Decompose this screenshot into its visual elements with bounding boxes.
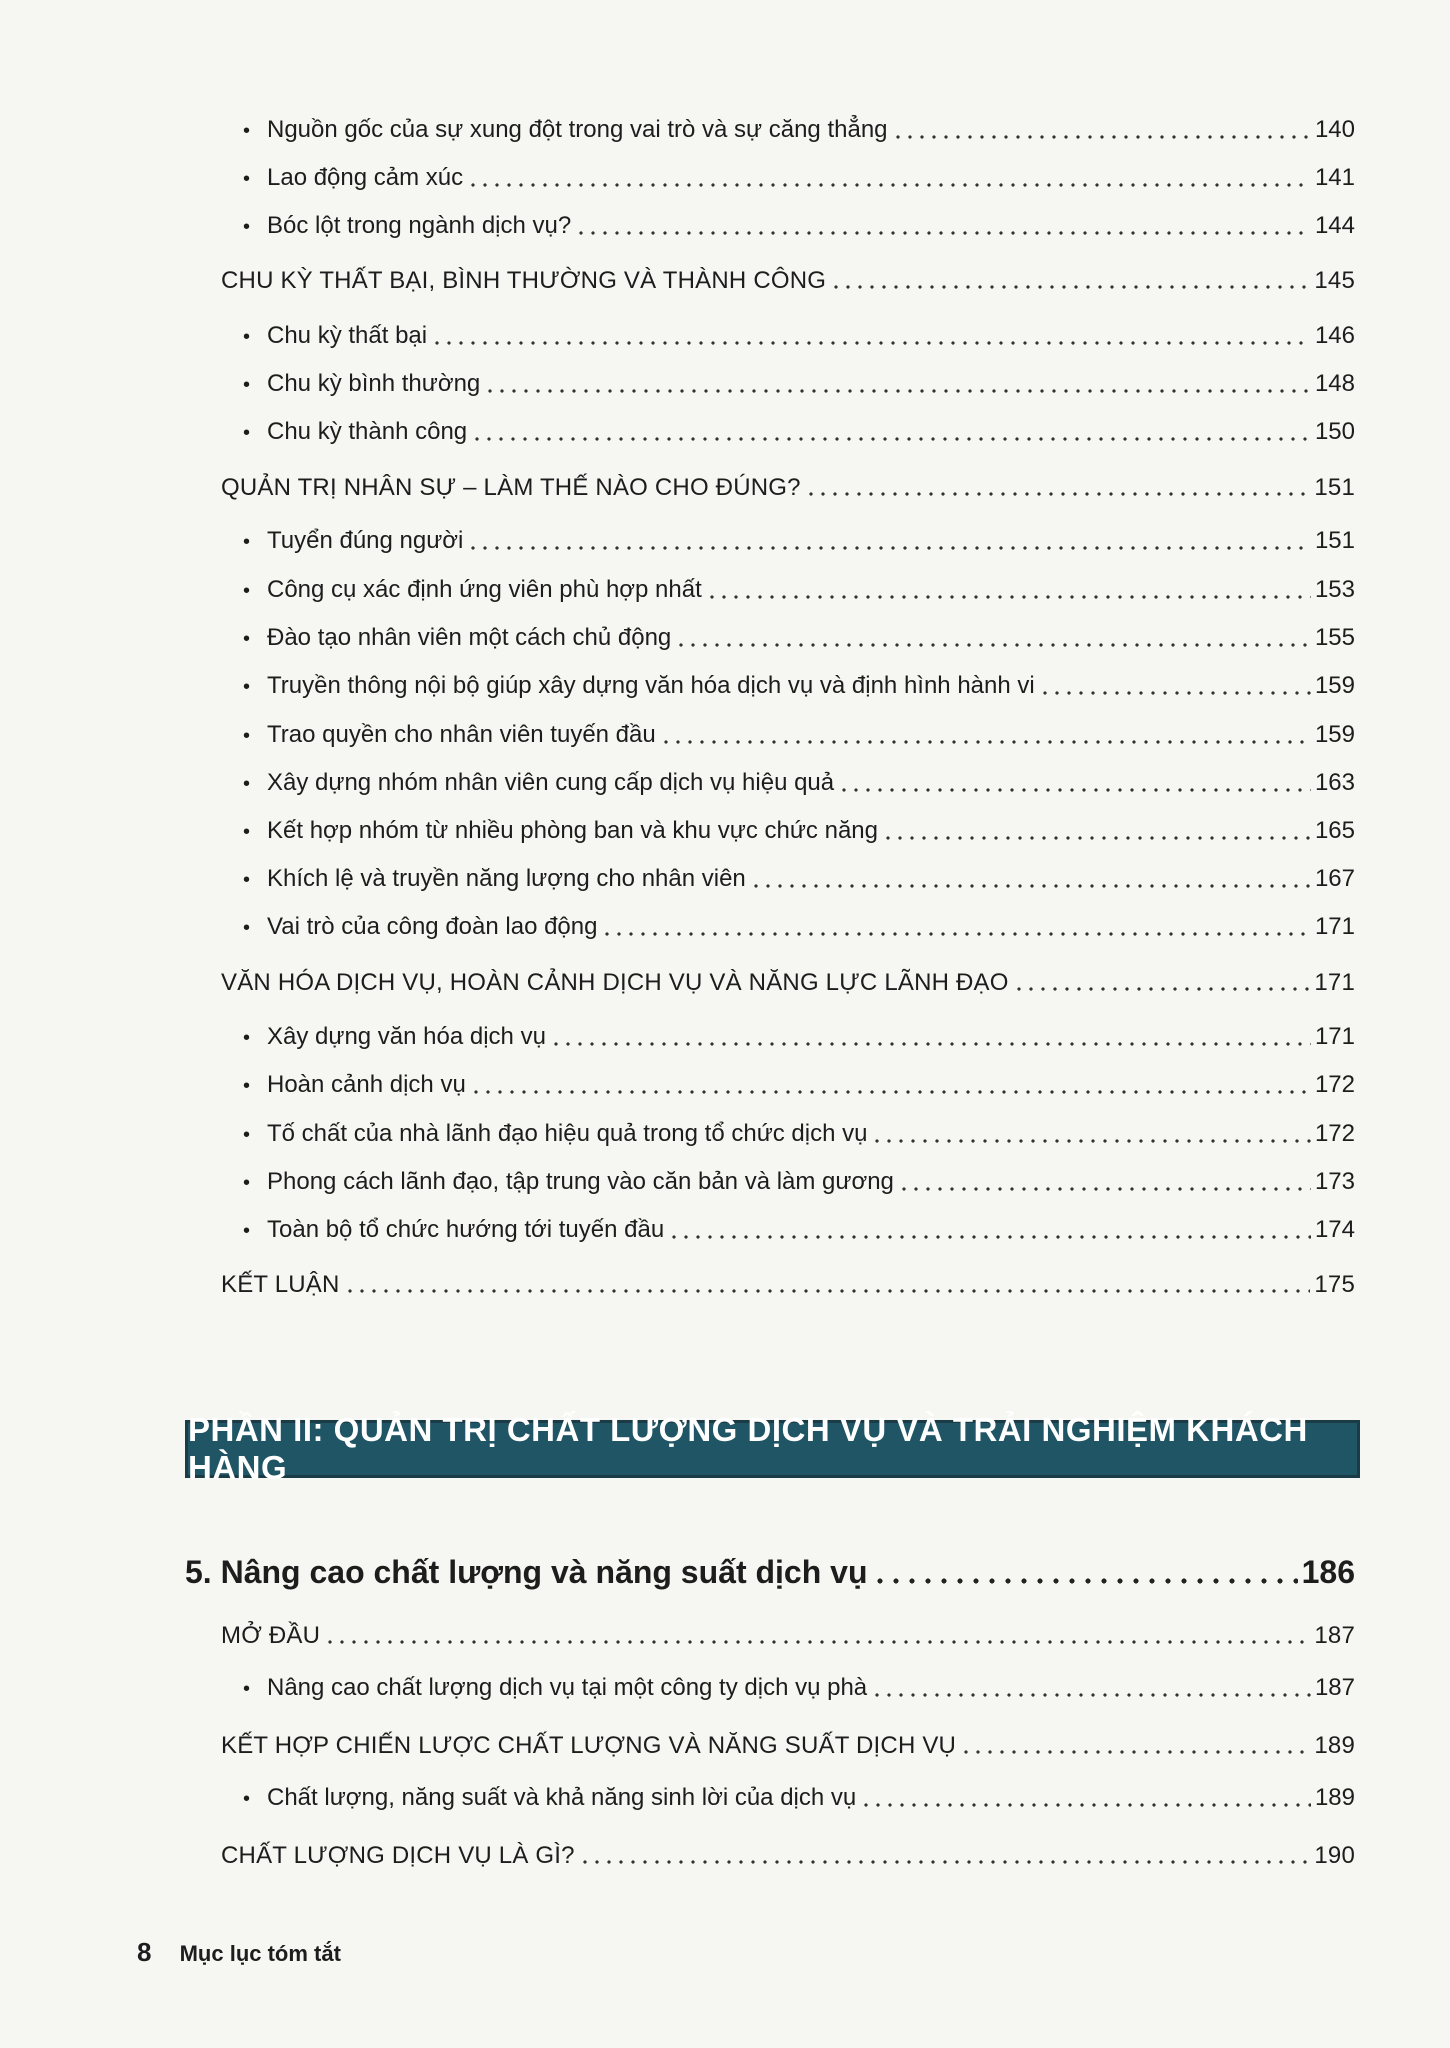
toc-entry-title: Đào tạo nhân viên một cách chủ động xyxy=(267,624,672,651)
toc-entry xyxy=(243,321,1355,352)
bullet-icon: • xyxy=(243,725,251,747)
toc-entry xyxy=(243,1673,1355,1704)
toc-entry xyxy=(243,115,1355,146)
toc-entry-title: Trao quyền cho nhân viên tuyến đầu xyxy=(267,721,656,748)
toc-entry-page: 187 xyxy=(1314,1674,1355,1701)
bullet-icon: • xyxy=(243,1075,251,1097)
toc-entry xyxy=(243,1167,1355,1198)
toc-entry-page: 155 xyxy=(1314,624,1355,651)
page-footer xyxy=(137,1937,341,1969)
bullet-icon: • xyxy=(243,1172,251,1194)
dot-leader xyxy=(860,1802,1311,1808)
chapter-title: 5. Nâng cao chất lượng và năng suất dịch vụ xyxy=(185,1554,868,1590)
toc-entry-page: 163 xyxy=(1314,769,1355,796)
toc-entry-title: Kết hợp nhóm từ nhiều phòng ban và khu vực chức năng xyxy=(267,817,878,844)
bullet-icon: • xyxy=(243,326,251,348)
toc-entry xyxy=(243,1022,1355,1053)
footer-label: Mục lục tóm tắt xyxy=(179,1941,341,1966)
toc-section xyxy=(221,968,1355,998)
toc-entry-page: 172 xyxy=(1314,1071,1355,1098)
bullet-icon: • xyxy=(243,628,251,650)
toc-entry-page: 144 xyxy=(1314,212,1355,239)
toc-entry xyxy=(243,369,1355,400)
toc-entry-title: Nguồn gốc của sự xung đột trong vai trò và sự căng thẳng xyxy=(267,116,888,143)
dot-leader xyxy=(830,284,1310,290)
toc-entry-title: Chu kỳ thành công xyxy=(267,418,468,445)
bullet-icon: • xyxy=(243,1220,251,1242)
dot-leader xyxy=(675,642,1311,648)
toc-entry xyxy=(243,816,1355,847)
toc-entry xyxy=(243,864,1355,895)
toc-entry xyxy=(243,768,1355,799)
toc-entry-title: Hoàn cảnh dịch vụ xyxy=(267,1071,466,1098)
dot-leader xyxy=(344,1288,1311,1294)
bullet-icon: • xyxy=(243,1124,251,1146)
dot-leader xyxy=(668,1234,1311,1240)
toc-section-page: 171 xyxy=(1314,969,1355,996)
toc-entry-page: 151 xyxy=(1314,527,1355,554)
dot-leader xyxy=(575,230,1311,236)
bullet-icon: • xyxy=(243,1027,251,1049)
toc-section xyxy=(221,1841,1355,1871)
toc-entry xyxy=(243,575,1355,606)
toc-entry-page: 174 xyxy=(1314,1216,1355,1243)
toc-section-title: KẾT LUẬN xyxy=(221,1271,340,1298)
toc-entry-page: 140 xyxy=(1314,116,1355,143)
toc-section xyxy=(221,473,1355,503)
toc-section-page: 175 xyxy=(1314,1271,1355,1298)
bullet-icon: • xyxy=(243,676,251,698)
bullet-icon: • xyxy=(243,1788,251,1810)
dot-leader xyxy=(750,883,1311,889)
toc-section-page: 190 xyxy=(1314,1842,1355,1869)
toc-entry xyxy=(243,1215,1355,1246)
toc-entry-page: 153 xyxy=(1314,576,1355,603)
toc-entry-page: 159 xyxy=(1314,672,1355,699)
toc-section-title: CHẤT LƯỢNG DỊCH VỤ LÀ GÌ? xyxy=(221,1842,575,1869)
toc-entry-title: Chu kỳ bình thường xyxy=(267,370,481,397)
dot-leader xyxy=(706,594,1311,600)
toc-entry-title: Lao động cảm xúc xyxy=(267,164,464,191)
toc-section xyxy=(221,1731,1355,1761)
dot-leader xyxy=(1013,986,1311,992)
footer-page-number: 8 xyxy=(137,1937,152,1967)
toc-entry-page: 148 xyxy=(1314,370,1355,397)
dot-leader xyxy=(601,931,1310,937)
toc-section-title: QUẢN TRỊ NHÂN SỰ – LÀM THẾ NÀO CHO ĐÚNG? xyxy=(221,474,801,501)
toc-section xyxy=(221,266,1355,296)
toc-entry-title: Truyền thông nội bộ giúp xây dựng văn hóa dịch vụ và định hình hành vi xyxy=(267,672,1035,699)
dot-leader xyxy=(467,182,1311,188)
dot-leader xyxy=(882,835,1311,841)
dot-leader xyxy=(805,491,1311,497)
toc-entry xyxy=(243,912,1355,943)
dot-leader xyxy=(892,134,1311,140)
bullet-icon: • xyxy=(243,869,251,891)
toc-entry xyxy=(243,1783,1355,1814)
dot-leader xyxy=(471,436,1311,442)
toc-section-page: 151 xyxy=(1314,474,1355,501)
part-banner xyxy=(185,1411,1360,1486)
toc-entry-title: Tuyển đúng người xyxy=(267,527,464,554)
bullet-icon: • xyxy=(243,216,251,238)
toc-entry xyxy=(243,623,1355,654)
toc-entry-title: Toàn bộ tổ chức hướng tới tuyến đầu xyxy=(267,1216,665,1243)
toc-entry-page: 159 xyxy=(1314,721,1355,748)
dot-leader xyxy=(484,388,1311,394)
bullet-icon: • xyxy=(243,168,251,190)
bullet-icon: • xyxy=(243,821,251,843)
toc-section-page: 189 xyxy=(1314,1732,1355,1759)
toc-entry-page: 189 xyxy=(1314,1784,1355,1811)
bullet-icon: • xyxy=(243,531,251,553)
chapter-page: 186 xyxy=(1301,1554,1355,1590)
toc-entry-page: 171 xyxy=(1314,913,1355,940)
bullet-icon: • xyxy=(243,773,251,795)
toc-section-title: CHU KỲ THẤT BẠI, BÌNH THƯỜNG VÀ THÀNH CÔNG xyxy=(221,267,827,294)
dot-leader xyxy=(470,1089,1311,1095)
toc-entry xyxy=(243,1070,1355,1101)
toc-entry-title: Xây dựng nhóm nhân viên cung cấp dịch vụ hiệu quả xyxy=(267,769,835,796)
bullet-icon: • xyxy=(243,1678,251,1700)
toc-entry-page: 150 xyxy=(1314,418,1355,445)
toc-entry-page: 141 xyxy=(1314,164,1355,191)
toc-entry xyxy=(243,163,1355,194)
toc-section-title: VĂN HÓA DỊCH VỤ, HOÀN CẢNH DỊCH VỤ VÀ NĂNG LỰC LÃNH ĐẠO xyxy=(221,969,1009,996)
part-banner-title: PHẦN II: QUẢN TRỊ CHẤT LƯỢNG DỊCH VỤ VÀ TRẢI NGHIỆM KHÁCH HÀNG xyxy=(188,1411,1308,1486)
toc-section-title: KẾT HỢP CHIẾN LƯỢC CHẤT LƯỢNG VÀ NĂNG SUẤT DỊCH VỤ xyxy=(221,1732,957,1759)
bullet-icon: • xyxy=(243,917,251,939)
dot-leader xyxy=(324,1639,1310,1645)
bullet-icon: • xyxy=(243,422,251,444)
toc-entry-title: Khích lệ và truyền năng lượng cho nhân viên xyxy=(267,865,746,892)
toc-entry-title: Công cụ xác định ứng viên phù hợp nhất xyxy=(267,576,702,603)
toc-section xyxy=(221,1621,1355,1651)
dot-leader xyxy=(467,545,1311,551)
toc-entry xyxy=(243,720,1355,751)
toc-entry-title: Vai trò của công đoàn lao động xyxy=(267,913,598,940)
dot-leader xyxy=(431,340,1311,346)
bullet-icon: • xyxy=(243,120,251,142)
dot-leader xyxy=(1039,690,1311,696)
toc-entry-title: Phong cách lãnh đạo, tập trung vào căn bản và làm gương xyxy=(267,1168,894,1195)
toc-entry-title: Nâng cao chất lượng dịch vụ tại một công ty dịch vụ phà xyxy=(267,1674,868,1701)
bullet-icon: • xyxy=(243,374,251,396)
toc-section-page: 145 xyxy=(1314,267,1355,294)
toc-entry-page: 173 xyxy=(1314,1168,1355,1195)
toc-entry-page: 172 xyxy=(1314,1120,1355,1147)
dot-leader xyxy=(960,1749,1310,1755)
toc-entry xyxy=(243,526,1355,557)
dot-leader xyxy=(898,1186,1311,1192)
chapter-heading xyxy=(185,1552,1355,1592)
toc-entry-title: Chu kỳ thất bại xyxy=(267,322,428,349)
toc-entry-title: Bóc lột trong ngành dịch vụ? xyxy=(267,212,572,239)
toc-entry xyxy=(243,671,1355,702)
dot-leader xyxy=(660,739,1311,745)
toc-entry-page: 146 xyxy=(1314,322,1355,349)
dot-leader xyxy=(838,787,1311,793)
dot-leader xyxy=(872,1577,1298,1585)
toc-section xyxy=(221,1270,1355,1300)
toc-entry-title: Tố chất của nhà lãnh đạo hiệu quả trong tổ chức dịch vụ xyxy=(267,1120,868,1147)
toc-entry-title: Chất lượng, năng suất và khả năng sinh lời của dịch vụ xyxy=(267,1784,857,1811)
dot-leader xyxy=(579,1859,1311,1865)
toc-entry-page: 165 xyxy=(1314,817,1355,844)
toc-section-title: MỞ ĐẦU xyxy=(221,1622,321,1649)
toc-entry-page: 167 xyxy=(1314,865,1355,892)
dot-leader xyxy=(550,1041,1311,1047)
bullet-icon: • xyxy=(243,580,251,602)
toc-entry xyxy=(243,211,1355,242)
dot-leader xyxy=(871,1692,1311,1698)
toc-entry xyxy=(243,1119,1355,1150)
dot-leader xyxy=(871,1138,1310,1144)
toc-entry xyxy=(243,417,1355,448)
toc-section-page: 187 xyxy=(1314,1622,1355,1649)
toc-entry-page: 171 xyxy=(1314,1023,1355,1050)
toc-entry-title: Xây dựng văn hóa dịch vụ xyxy=(267,1023,546,1050)
